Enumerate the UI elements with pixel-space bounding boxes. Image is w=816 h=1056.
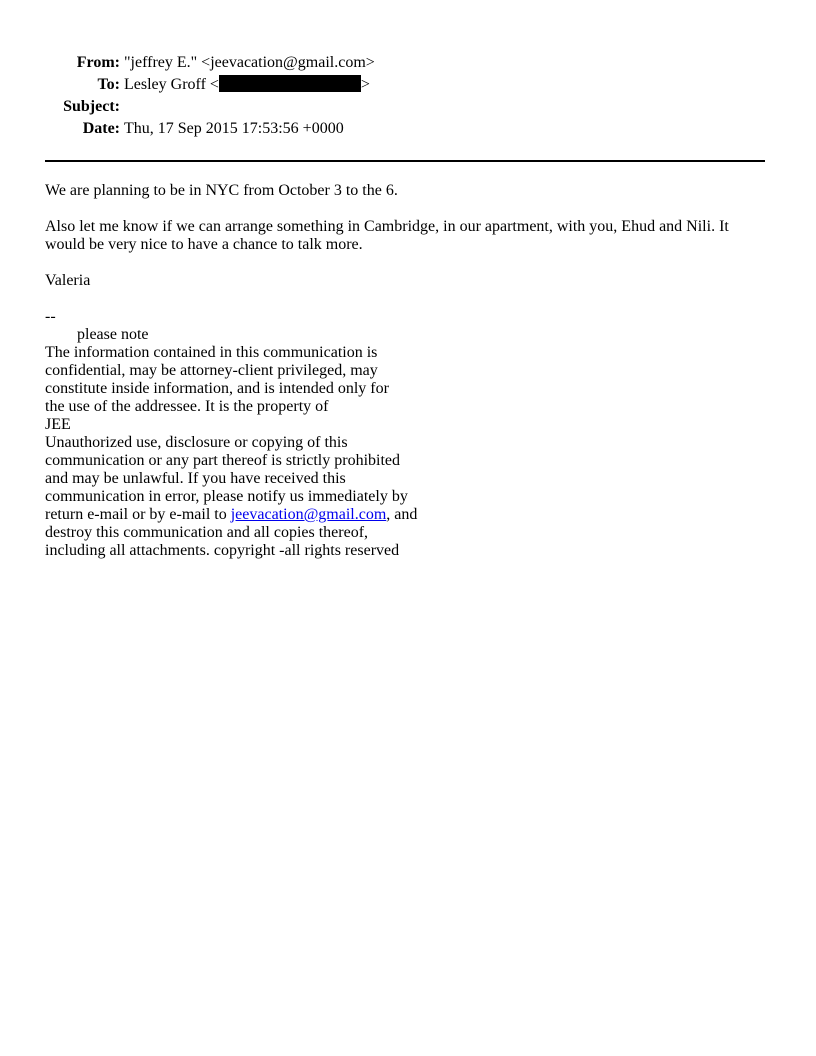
redaction-box xyxy=(219,75,361,92)
disclaimer-line: destroy this communication and all copies thereof, xyxy=(45,524,369,541)
to-name: Lesley Groff < xyxy=(124,76,219,93)
to-label: To: xyxy=(97,76,120,93)
date-value: Thu, 17 Sep 2015 17:53:56 +0000 xyxy=(124,120,344,137)
disclaimer-line: including all attachments. copyright -all rights reserved xyxy=(45,542,400,559)
body-paragraph-2: Also let me know if we can arrange something in Cambridge, in our apartment, with you, Ehud and Nili. It would be very nice to have a chance to talk more. xyxy=(45,218,729,253)
to-value xyxy=(124,74,370,96)
disclaimer-line: Unauthorized use, disclosure or copying of this xyxy=(45,434,348,451)
subject-label: Subject: xyxy=(63,98,120,115)
email-body xyxy=(45,182,745,560)
from-label: From: xyxy=(76,54,120,71)
return-suffix: , and xyxy=(386,506,418,523)
disclaimer-return-line xyxy=(45,506,745,524)
disclaimer-line: communication in error, please notify us immediately by xyxy=(45,488,408,505)
to-row xyxy=(0,74,816,96)
signature-dashes: -- xyxy=(45,308,56,325)
subject-row xyxy=(0,96,816,118)
disclaimer-line: constitute inside information, and is intended only for xyxy=(45,380,389,397)
disclaimer-line: the use of the addressee. It is the property of xyxy=(45,398,329,415)
email-link[interactable]: jeevacation@gmail.com xyxy=(230,506,387,523)
email-header xyxy=(0,52,816,140)
disclaimer-line: The information contained in this communication is xyxy=(45,344,378,361)
disclaimer-line: confidential, may be attorney-client privileged, may xyxy=(45,362,378,379)
signature-block xyxy=(45,308,745,560)
date-row xyxy=(0,118,816,140)
return-prefix: return e-mail or by e-mail to xyxy=(45,506,231,523)
body-signoff: Valeria xyxy=(45,272,91,289)
date-label: Date: xyxy=(82,120,120,137)
disclaimer-line: communication or any part thereof is strictly prohibited xyxy=(45,452,401,469)
disclaimer-line: JEE xyxy=(45,416,71,433)
body-paragraph-1: We are planning to be in NYC from October 3 to the 6. xyxy=(45,182,398,199)
to-close: > xyxy=(360,76,370,93)
signature-note: please note xyxy=(77,326,149,343)
from-value: "jeffrey E." <jeevacation@gmail.com> xyxy=(124,54,375,71)
from-row xyxy=(0,52,816,74)
disclaimer-line: and may be unlawful. If you have received this xyxy=(45,470,346,487)
header-divider xyxy=(45,160,765,162)
